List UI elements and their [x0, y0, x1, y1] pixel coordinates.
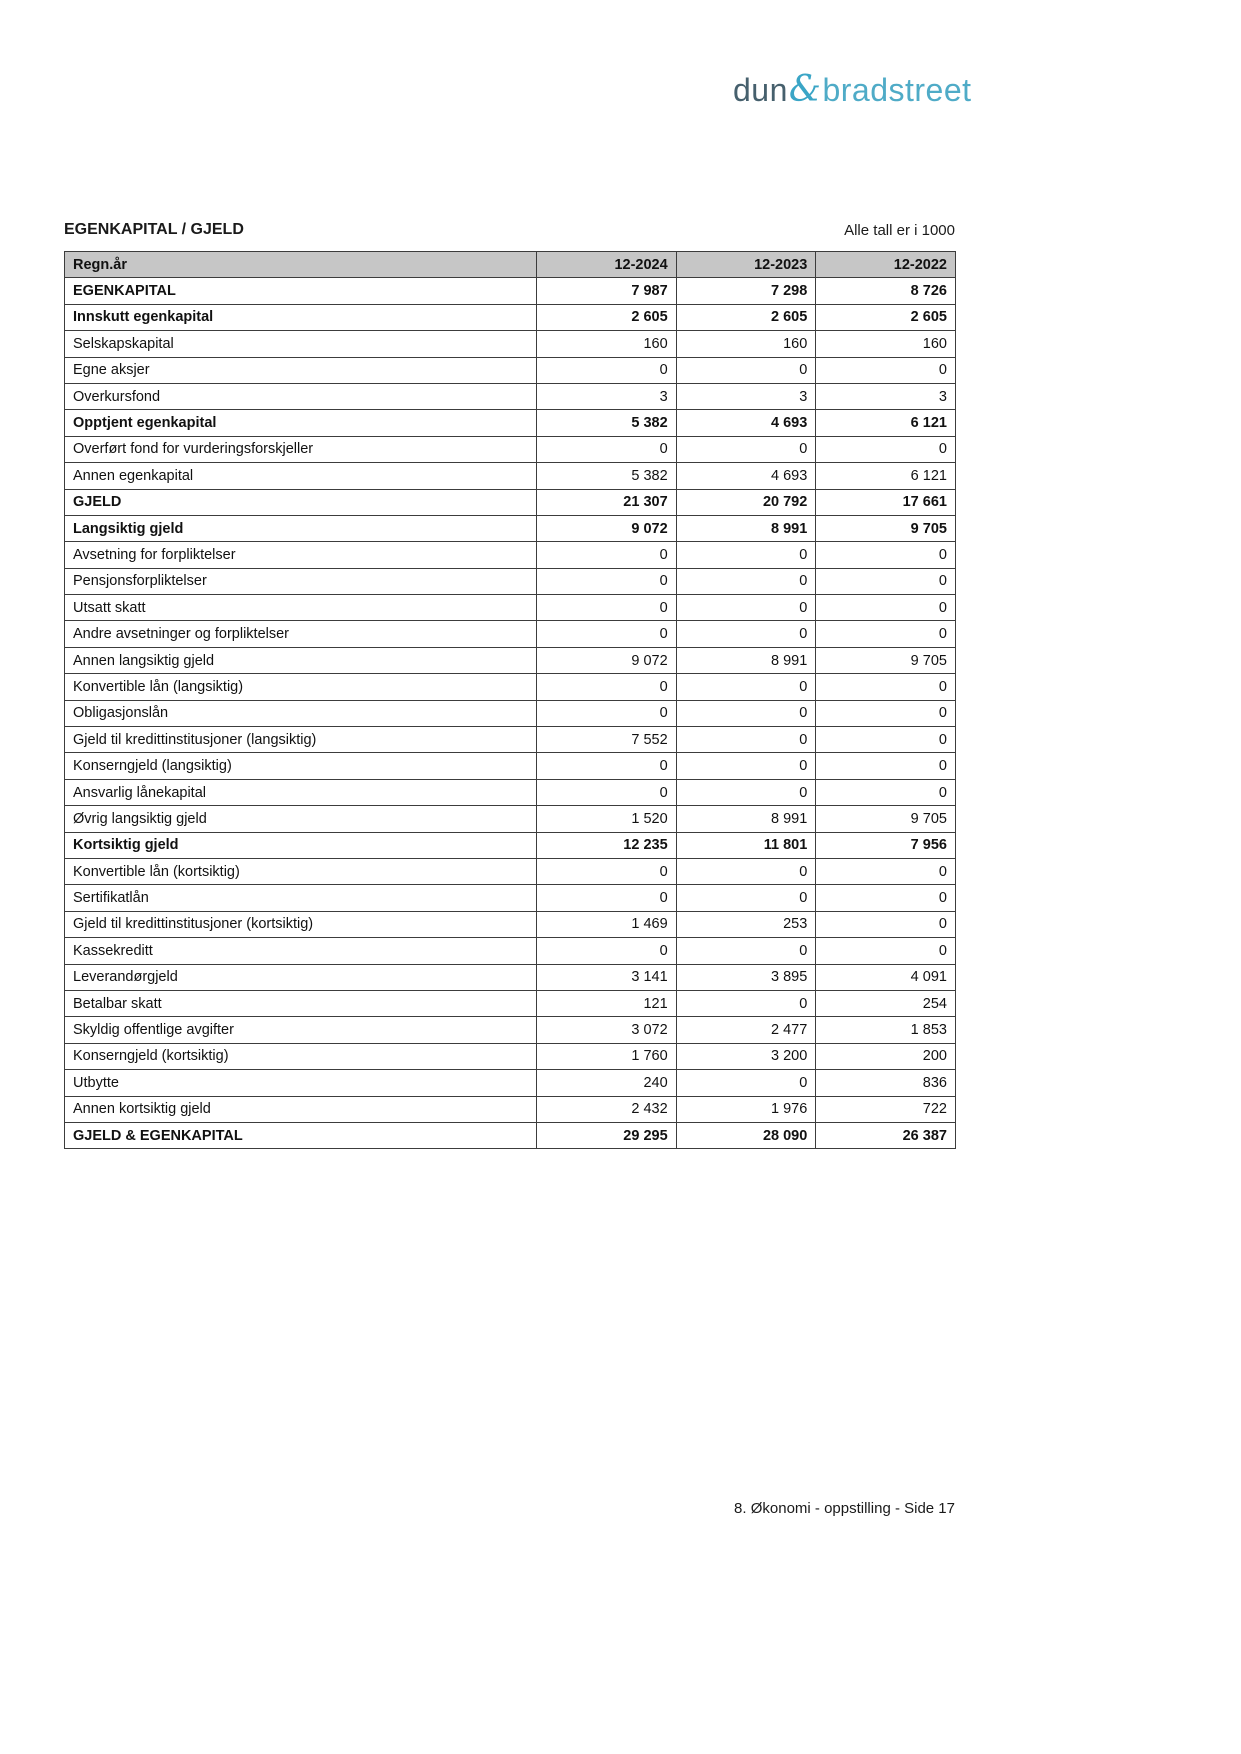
row-value: 8 991 — [676, 647, 816, 673]
row-value: 9 705 — [816, 806, 956, 832]
row-value: 0 — [537, 568, 677, 594]
table-title-row — [64, 221, 955, 239]
row-value: 2 432 — [537, 1096, 677, 1122]
row-label: Ansvarlig lånekapital — [65, 779, 537, 805]
row-value: 17 661 — [816, 489, 956, 515]
row-label: Overkursfond — [65, 383, 537, 409]
table-row — [65, 304, 956, 330]
table-row — [65, 990, 956, 1016]
row-value: 3 895 — [676, 964, 816, 990]
row-label: Sertifikatlån — [65, 885, 537, 911]
table-row — [65, 331, 956, 357]
row-label: GJELD & EGENKAPITAL — [65, 1122, 537, 1148]
row-value: 722 — [816, 1096, 956, 1122]
row-value: 3 — [676, 383, 816, 409]
row-value: 0 — [816, 885, 956, 911]
row-label: Gjeld til kredittinstitusjoner (kortsiktig) — [65, 911, 537, 937]
table-row — [65, 1017, 956, 1043]
row-value: 3 141 — [537, 964, 677, 990]
row-value: 0 — [816, 911, 956, 937]
table-row — [65, 463, 956, 489]
row-label: Overført fond for vurderingsforskjeller — [65, 436, 537, 462]
row-value: 7 298 — [676, 278, 816, 304]
table-row — [65, 700, 956, 726]
row-value: 9 072 — [537, 515, 677, 541]
page-footer: 8. Økonomi - oppstilling - Side 17 — [734, 1500, 955, 1517]
row-value: 1 760 — [537, 1043, 677, 1069]
row-value: 8 991 — [676, 806, 816, 832]
row-value: 5 382 — [537, 410, 677, 436]
row-value: 4 693 — [676, 410, 816, 436]
row-label: Utsatt skatt — [65, 595, 537, 621]
row-label: Egne aksjer — [65, 357, 537, 383]
row-value: 0 — [537, 595, 677, 621]
row-value: 0 — [816, 436, 956, 462]
row-value: 0 — [676, 436, 816, 462]
row-value: 1 976 — [676, 1096, 816, 1122]
table-row — [65, 357, 956, 383]
row-label: Langsiktig gjeld — [65, 515, 537, 541]
row-value: 0 — [676, 1070, 816, 1096]
row-value: 0 — [676, 621, 816, 647]
row-label: Kassekreditt — [65, 938, 537, 964]
row-value: 2 605 — [816, 304, 956, 330]
row-value: 0 — [537, 938, 677, 964]
table-row — [65, 911, 956, 937]
logo-text-dun: dun — [733, 72, 788, 108]
row-value: 0 — [676, 858, 816, 884]
row-value: 3 — [816, 383, 956, 409]
table-row — [65, 278, 956, 304]
row-value: 21 307 — [537, 489, 677, 515]
row-label: Konserngjeld (kortsiktig) — [65, 1043, 537, 1069]
header-cell-year: 12-2023 — [676, 252, 816, 278]
table-row — [65, 383, 956, 409]
row-value: 7 552 — [537, 727, 677, 753]
header-cell-year: 12-2022 — [816, 252, 956, 278]
table-row — [65, 647, 956, 673]
table-row — [65, 1122, 956, 1148]
units-note: Alle tall er i 1000 — [844, 222, 955, 239]
row-value: 8 726 — [816, 278, 956, 304]
row-value: 0 — [816, 753, 956, 779]
row-value: 6 121 — [816, 463, 956, 489]
row-label: Obligasjonslån — [65, 700, 537, 726]
row-label: Konvertible lån (langsiktig) — [65, 674, 537, 700]
row-label: GJELD — [65, 489, 537, 515]
row-value: 1 853 — [816, 1017, 956, 1043]
row-value: 0 — [537, 436, 677, 462]
row-value: 0 — [676, 568, 816, 594]
row-value: 0 — [816, 621, 956, 647]
row-label: Annen langsiktig gjeld — [65, 647, 537, 673]
table-row — [65, 515, 956, 541]
row-value: 11 801 — [676, 832, 816, 858]
row-label: Avsetning for forpliktelser — [65, 542, 537, 568]
row-value: 0 — [676, 727, 816, 753]
row-label: Betalbar skatt — [65, 990, 537, 1016]
row-label: EGENKAPITAL — [65, 278, 537, 304]
row-value: 0 — [537, 753, 677, 779]
table-row — [65, 1070, 956, 1096]
row-label: Gjeld til kredittinstitusjoner (langsiktig) — [65, 727, 537, 753]
row-value: 12 235 — [537, 832, 677, 858]
row-value: 0 — [676, 885, 816, 911]
dnb-logo — [733, 69, 972, 110]
row-value: 2 605 — [676, 304, 816, 330]
row-value: 0 — [816, 542, 956, 568]
table-row — [65, 410, 956, 436]
row-value: 0 — [816, 568, 956, 594]
row-label: Konvertible lån (kortsiktig) — [65, 858, 537, 884]
row-value: 4 091 — [816, 964, 956, 990]
row-value: 0 — [676, 938, 816, 964]
section-title: EGENKAPITAL / GJELD — [64, 221, 244, 238]
row-value: 0 — [676, 753, 816, 779]
row-value: 2 605 — [537, 304, 677, 330]
row-value: 3 072 — [537, 1017, 677, 1043]
row-value: 0 — [537, 700, 677, 726]
row-value: 0 — [537, 542, 677, 568]
table-row — [65, 779, 956, 805]
table-row — [65, 727, 956, 753]
table-row — [65, 1096, 956, 1122]
row-label: Innskutt egenkapital — [65, 304, 537, 330]
row-value: 1 469 — [537, 911, 677, 937]
table-row — [65, 806, 956, 832]
table-row — [65, 753, 956, 779]
row-label: Annen kortsiktig gjeld — [65, 1096, 537, 1122]
row-value: 0 — [816, 727, 956, 753]
row-value: 0 — [676, 542, 816, 568]
table-row — [65, 621, 956, 647]
row-label: Opptjent egenkapital — [65, 410, 537, 436]
row-value: 28 090 — [676, 1122, 816, 1148]
row-value: 0 — [676, 595, 816, 621]
table-row — [65, 885, 956, 911]
table-header-row — [65, 252, 956, 278]
table-row — [65, 489, 956, 515]
row-value: 4 693 — [676, 463, 816, 489]
row-value: 7 987 — [537, 278, 677, 304]
table-row — [65, 858, 956, 884]
row-value: 240 — [537, 1070, 677, 1096]
table-body — [65, 278, 956, 1149]
row-label: Utbytte — [65, 1070, 537, 1096]
table-row — [65, 568, 956, 594]
row-value: 2 477 — [676, 1017, 816, 1043]
row-value: 20 792 — [676, 489, 816, 515]
row-value: 29 295 — [537, 1122, 677, 1148]
row-value: 0 — [816, 700, 956, 726]
table-row — [65, 938, 956, 964]
row-label: Selskapskapital — [65, 331, 537, 357]
row-value: 0 — [676, 779, 816, 805]
row-value: 254 — [816, 990, 956, 1016]
row-value: 1 520 — [537, 806, 677, 832]
table-row — [65, 964, 956, 990]
row-value: 0 — [537, 674, 677, 700]
row-label: Skyldig offentlige avgifter — [65, 1017, 537, 1043]
row-label: Øvrig langsiktig gjeld — [65, 806, 537, 832]
row-value: 3 — [537, 383, 677, 409]
row-value: 0 — [537, 357, 677, 383]
row-value: 0 — [537, 621, 677, 647]
row-value: 0 — [816, 858, 956, 884]
financial-table — [64, 251, 956, 1149]
table-row — [65, 674, 956, 700]
table-row — [65, 1043, 956, 1069]
row-value: 0 — [816, 938, 956, 964]
row-value: 9 705 — [816, 647, 956, 673]
row-value: 0 — [676, 990, 816, 1016]
row-label: Konserngjeld (langsiktig) — [65, 753, 537, 779]
row-value: 0 — [816, 357, 956, 383]
table-row — [65, 595, 956, 621]
row-value: 836 — [816, 1070, 956, 1096]
row-value: 8 991 — [676, 515, 816, 541]
row-value: 5 382 — [537, 463, 677, 489]
row-value: 0 — [537, 885, 677, 911]
row-value: 0 — [537, 858, 677, 884]
logo-ampersand-icon: & — [788, 69, 822, 110]
row-value: 0 — [537, 779, 677, 805]
row-value: 253 — [676, 911, 816, 937]
row-label: Andre avsetninger og forpliktelser — [65, 621, 537, 647]
row-value: 0 — [676, 357, 816, 383]
table-row — [65, 832, 956, 858]
row-value: 0 — [816, 595, 956, 621]
row-value: 26 387 — [816, 1122, 956, 1148]
row-value: 200 — [816, 1043, 956, 1069]
row-label: Leverandørgjeld — [65, 964, 537, 990]
row-value: 6 121 — [816, 410, 956, 436]
row-value: 7 956 — [816, 832, 956, 858]
table-row — [65, 436, 956, 462]
row-value: 3 200 — [676, 1043, 816, 1069]
header-cell-label: Regn.år — [65, 252, 537, 278]
row-value: 121 — [537, 990, 677, 1016]
row-label: Annen egenkapital — [65, 463, 537, 489]
row-value: 9 705 — [816, 515, 956, 541]
row-label: Pensjonsforpliktelser — [65, 568, 537, 594]
row-value: 0 — [676, 700, 816, 726]
row-value: 0 — [816, 779, 956, 805]
row-value: 0 — [676, 674, 816, 700]
logo-text-bradstreet: bradstreet — [822, 72, 972, 108]
row-value: 9 072 — [537, 647, 677, 673]
row-value: 160 — [537, 331, 677, 357]
row-value: 160 — [816, 331, 956, 357]
row-label: Kortsiktig gjeld — [65, 832, 537, 858]
row-value: 0 — [816, 674, 956, 700]
row-value: 160 — [676, 331, 816, 357]
header-cell-year: 12-2024 — [537, 252, 677, 278]
table-row — [65, 542, 956, 568]
